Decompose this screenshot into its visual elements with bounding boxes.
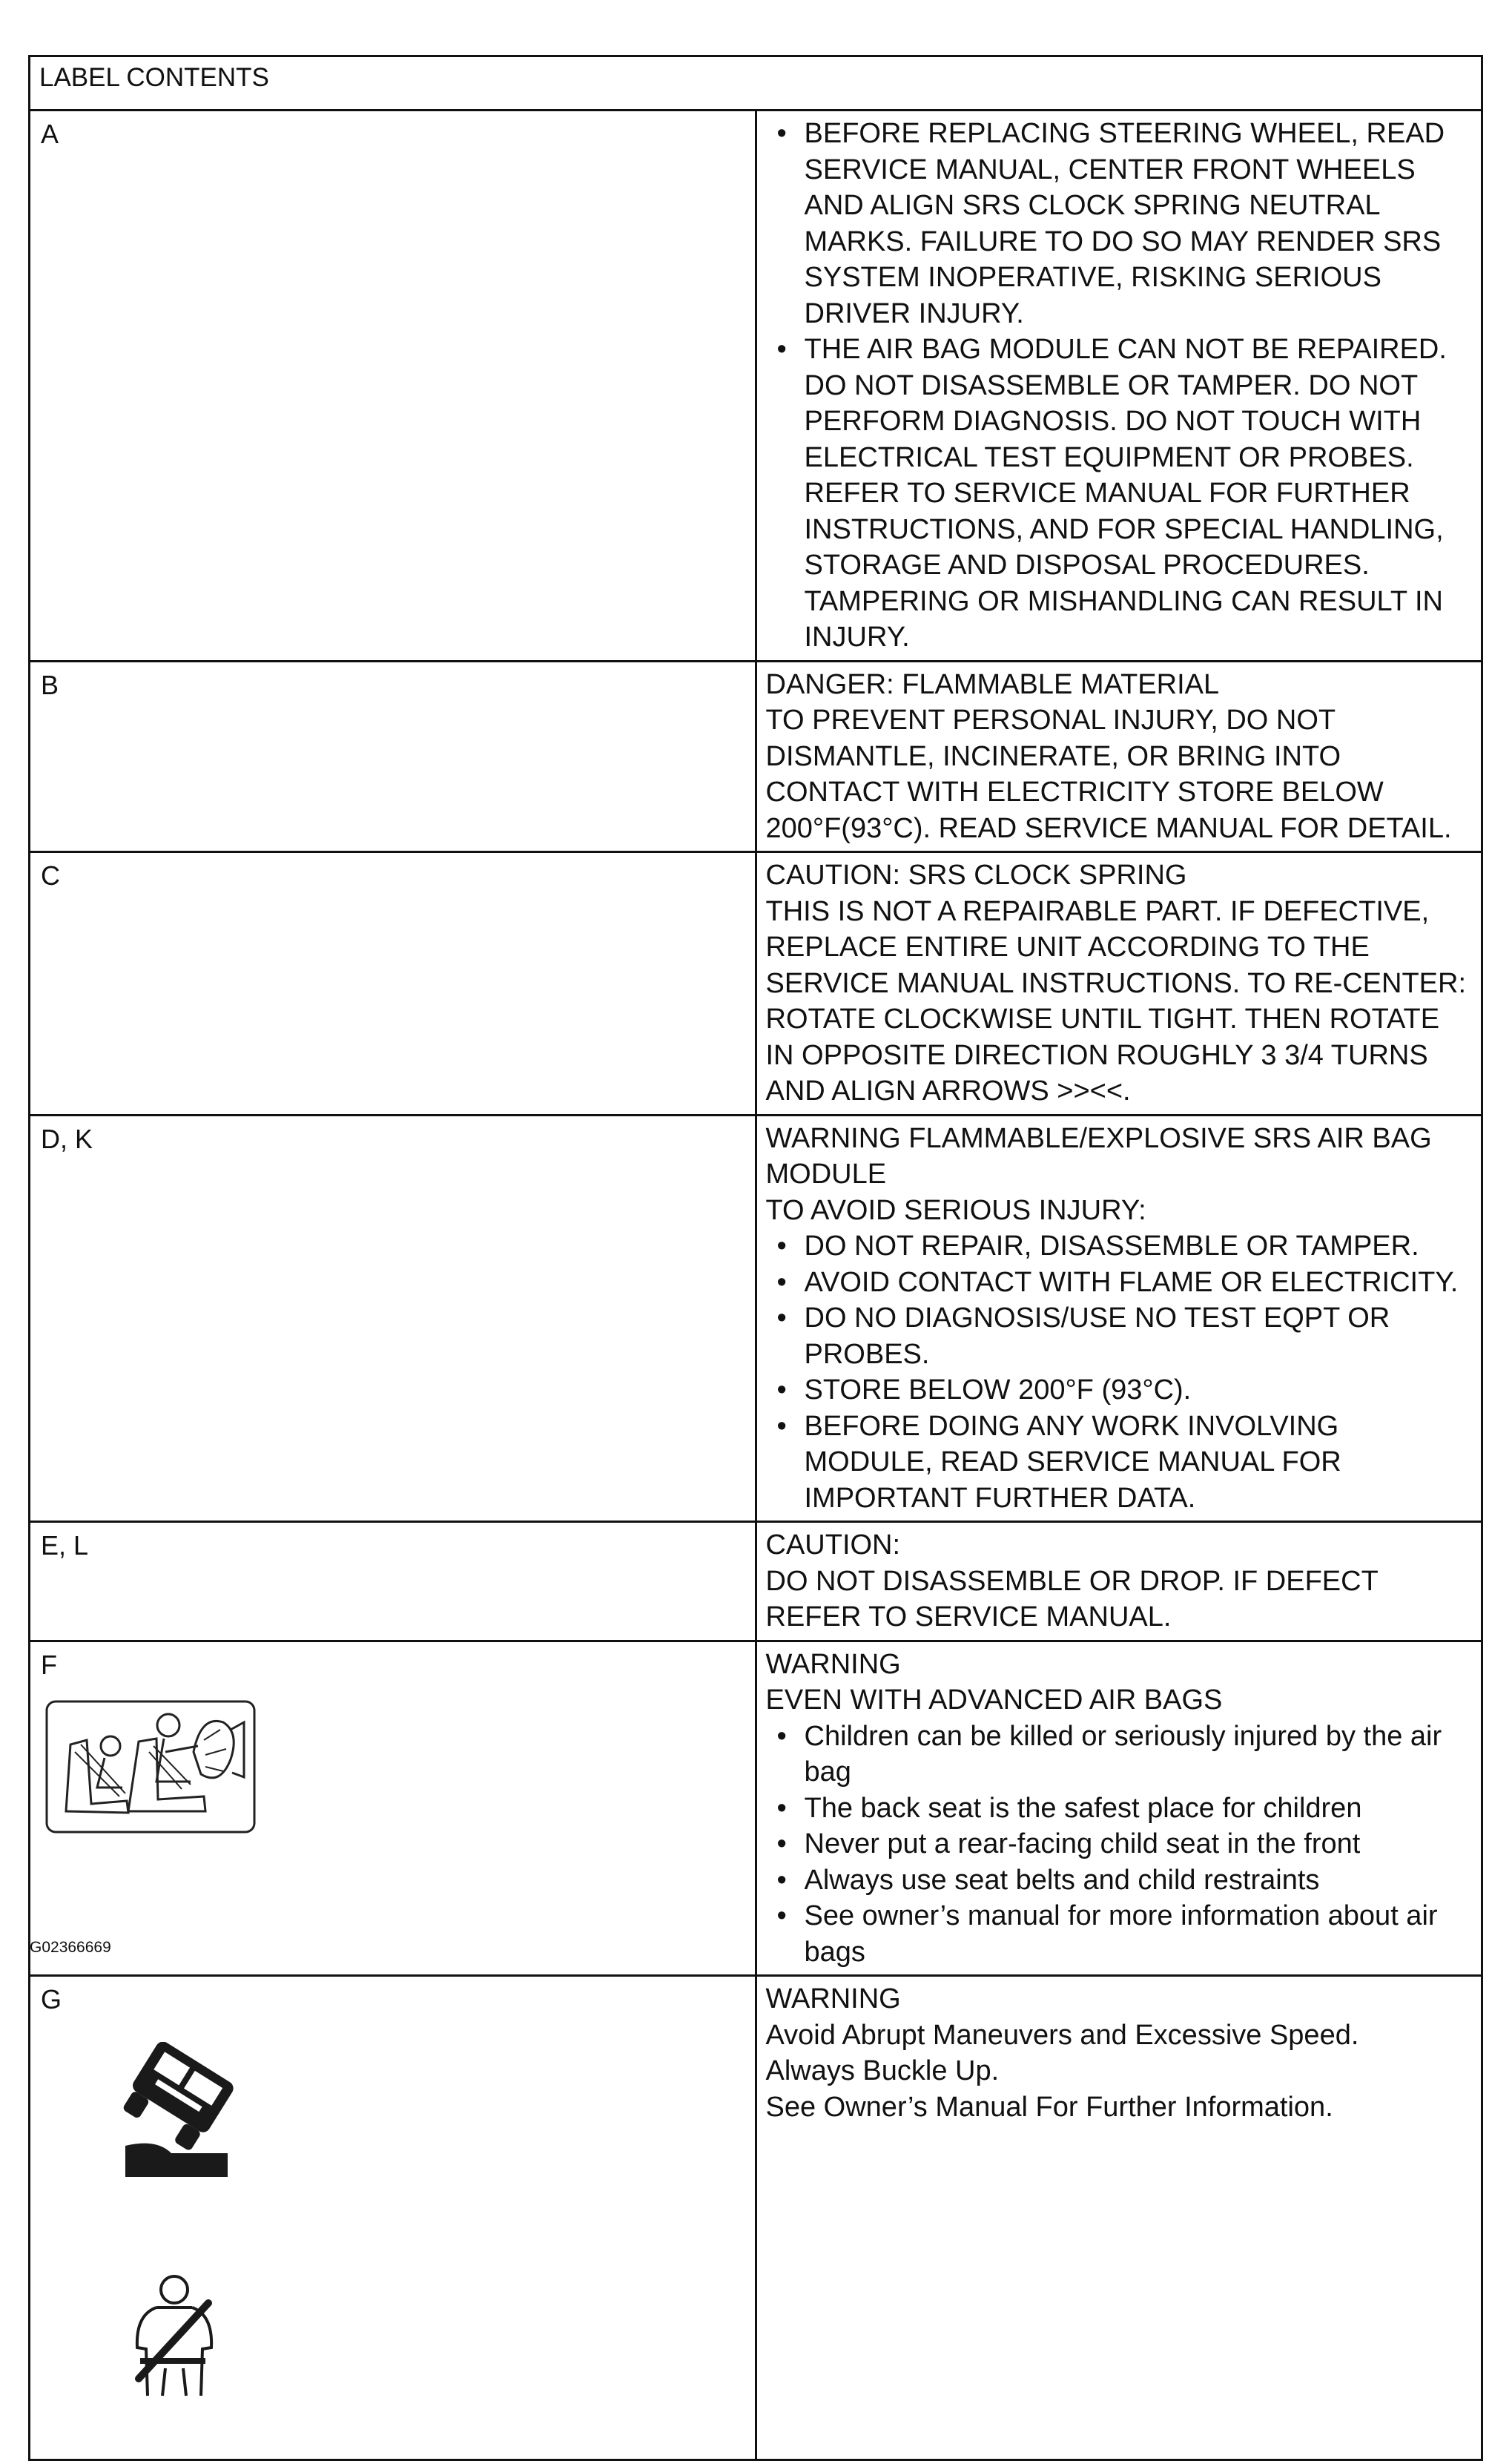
- label-text: TO AVOID SERIOUS INJURY:: [765, 1194, 1146, 1226]
- label-content: [757, 1523, 1482, 1640]
- label-key-cell: [30, 1641, 756, 1976]
- label-content: [757, 1642, 1482, 1975]
- list-item: • BEFORE REPLACING STEERING WHEEL, READ SERVICE MANUAL, CENTER FRONT WHEELS AND ALIGN SRS CLOCK SPRING NEUTRAL MARKS. FAILURE TO DO SO MAY RENDER SRS SYSTEM INOPERATIVE, RISKING SERIOUS DRIVER INJURY.: [766, 116, 1471, 332]
- label-key: G: [41, 1984, 62, 2014]
- list-item: • Children can be killed or seriously injured by the air bag: [766, 1719, 1471, 1790]
- label-key-cell: [30, 111, 756, 662]
- label-text: See Owner’s Manual For Further Information.: [765, 2091, 1333, 2123]
- label-heading: WARNING: [765, 1983, 901, 2014]
- label-content-cell: [756, 852, 1482, 1116]
- label-content-cell: [756, 661, 1482, 852]
- bullet-list: [766, 1719, 1471, 1971]
- label-text: Avoid Abrupt Maneuvers and Excessive Speed.: [765, 2019, 1359, 2051]
- label-key-cell: [30, 1115, 756, 1522]
- rollover-vehicle-icon: [112, 2042, 238, 2179]
- label-heading: CAUTION:: [765, 1529, 901, 1561]
- table-header-row: [30, 56, 1482, 111]
- label-content: [757, 662, 1482, 851]
- label-key: C: [41, 860, 60, 891]
- list-item: • Always use seat belts and child restraints: [766, 1862, 1471, 1899]
- label-key-cell: [30, 661, 756, 852]
- label-heading: WARNING: [765, 1648, 901, 1680]
- label-content-cell: [756, 111, 1482, 662]
- table-row: [30, 1641, 1482, 1976]
- label-heading: WARNING FLAMMABLE/EXPLOSIVE SRS AIR BAG MODULE: [765, 1122, 1432, 1190]
- label-text: EVEN WITH ADVANCED AIR BAGS: [765, 1684, 1223, 1716]
- label-key: E, L: [41, 1530, 89, 1561]
- list-item: • See owner’s manual for more information about air bags: [766, 1898, 1471, 1970]
- label-content-cell: [756, 1641, 1482, 1976]
- airbag-child-warning-icon: [45, 1700, 256, 1834]
- label-text: DO NOT DISASSEMBLE OR DROP. IF DEFECT REFER TO SERVICE MANUAL.: [765, 1565, 1379, 1633]
- label-key: A: [41, 119, 59, 149]
- list-item: • THE AIR BAG MODULE CAN NOT BE REPAIRED. DO NOT DISASSEMBLE OR TAMPER. DO NOT PERFORM DIAGNOSIS. DO NOT TOUCH WITH ELECTRICAL TEST EQUIPMENT OR PROBES. REFER TO SERVICE MANUAL FOR FURTHER INSTRUCTIONS, AND FOR SPECIAL HANDLING, STORAGE AND DISPOSAL PROCEDURES. TAMPERING OR MISHANDLING CAN RESULT IN INJURY.: [766, 332, 1471, 656]
- list-item: • The back seat is the safest place for children: [766, 1790, 1471, 1827]
- bullet-list: [766, 116, 1471, 656]
- label-content: [757, 1116, 1482, 1521]
- list-item: • Never put a rear-facing child seat in the front: [766, 1826, 1471, 1862]
- table-row: [30, 111, 1482, 662]
- label-key-cell: [30, 1976, 756, 2460]
- table-row: [30, 852, 1482, 1116]
- label-key-cell: [30, 1522, 756, 1641]
- label-content: [757, 1977, 1482, 2129]
- list-item: • STORE BELOW 200°F (93°C).: [766, 1372, 1471, 1409]
- table-row: [30, 1522, 1482, 1641]
- label-key: D, K: [41, 1123, 93, 1154]
- table-header: LABEL CONTENTS: [30, 56, 1482, 111]
- label-key: B: [41, 669, 59, 700]
- label-content-cell: [756, 1115, 1482, 1522]
- label-key-cell: [30, 852, 756, 1116]
- list-item: • DO NO DIAGNOSIS/USE NO TEST EQPT OR PROBES.: [766, 1300, 1471, 1372]
- label-heading: CAUTION: SRS CLOCK SPRING: [765, 860, 1187, 891]
- label-content: [757, 111, 1482, 660]
- bullet-list: [766, 1228, 1471, 1516]
- table-row: [30, 1115, 1482, 1522]
- list-item: • BEFORE DOING ANY WORK INVOLVING MODULE, READ SERVICE MANUAL FOR IMPORTANT FURTHER DATA.: [766, 1409, 1471, 1517]
- label-content: [757, 853, 1482, 1114]
- label-text: THIS IS NOT A REPAIRABLE PART. IF DEFECTIVE, REPLACE ENTIRE UNIT ACCORDING TO THE SERVICE MANUAL INSTRUCTIONS. TO RE-CENTER: ROTATE CLOCKWISE UNTIL TIGHT. THEN ROTATE IN OPPOSITE DIRECTION ROUGHLY 3 3/4 TURNS AND ALIGN ARROWS >><<.: [765, 895, 1467, 1107]
- table-row: [30, 1976, 1482, 2460]
- label-text: TO PREVENT PERSONAL INJURY, DO NOT DISMANTLE, INCINERATE, OR BRING INTO CONTACT WITH ELECTRICITY STORE BELOW 200°F(93°C). READ SERVICE MANUAL FOR DETAIL.: [765, 705, 1452, 844]
- figure-id: G02366669: [30, 1939, 111, 1956]
- label-content-cell: [756, 1522, 1482, 1641]
- label-content-cell: [756, 1976, 1482, 2460]
- seatbelt-person-icon: [121, 2273, 225, 2399]
- list-item: • AVOID CONTACT WITH FLAME OR ELECTRICITY.: [766, 1265, 1471, 1301]
- list-item: • DO NOT REPAIR, DISASSEMBLE OR TAMPER.: [766, 1228, 1471, 1265]
- label-key: F: [41, 1649, 57, 1680]
- table-row: [30, 661, 1482, 852]
- label-contents-table: [28, 55, 1483, 2461]
- label-text: Always Buckle Up.: [765, 2055, 1000, 2086]
- label-heading: DANGER: FLAMMABLE MATERIAL: [765, 668, 1220, 700]
